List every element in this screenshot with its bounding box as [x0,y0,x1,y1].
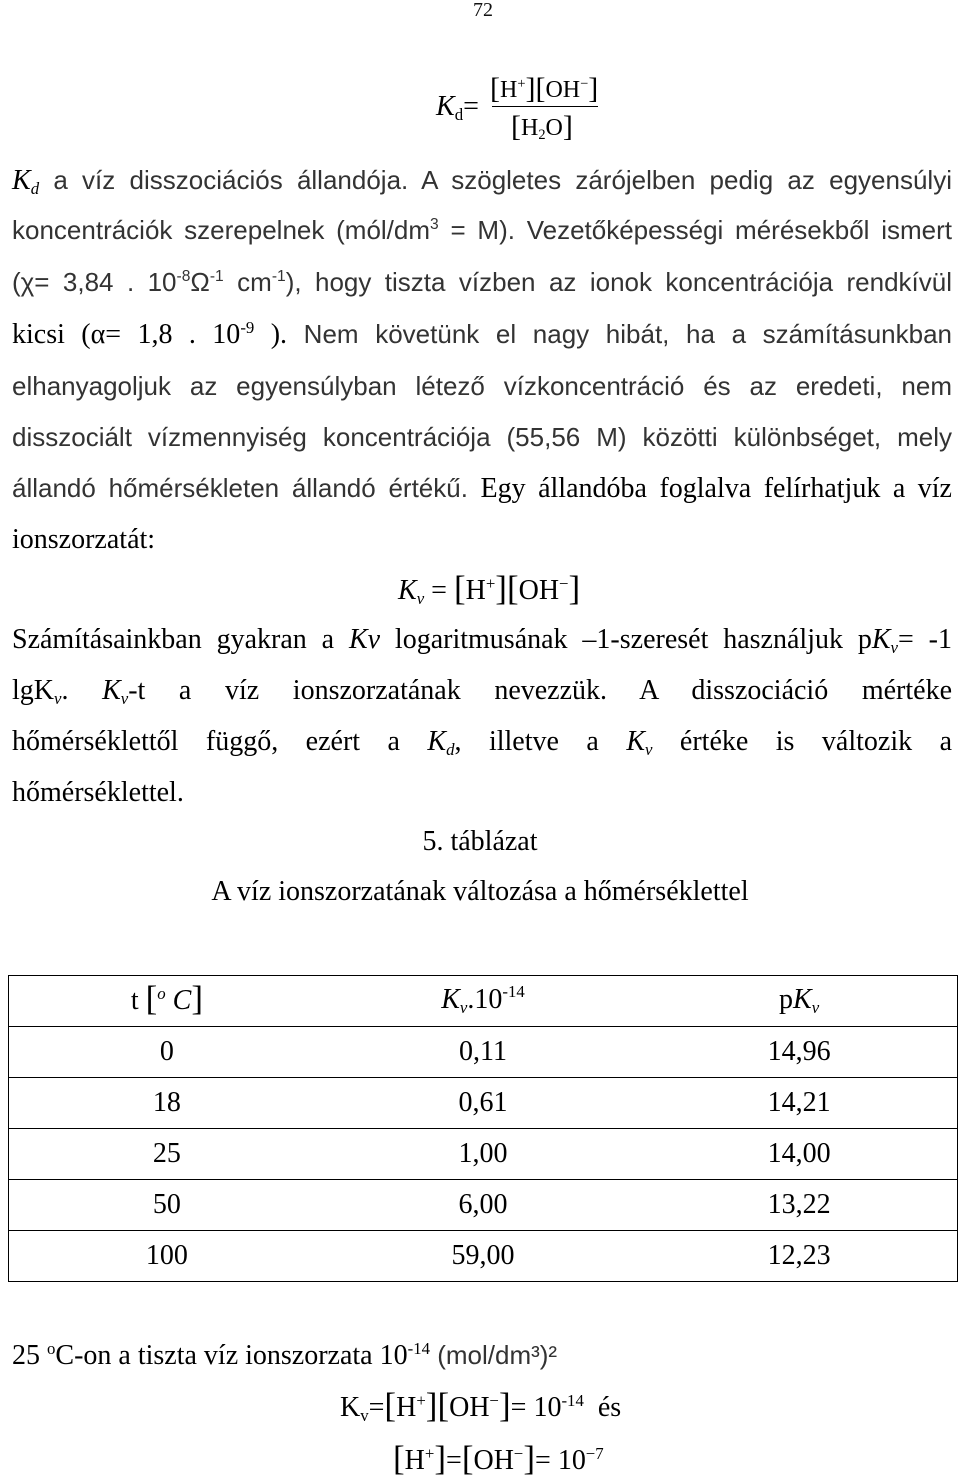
text-segment: (χ= 3,84 . 10 [12,267,177,297]
line-text: elhanyagoljuk az egyensúlyban létező vízkoncentráció és az eredeti, nem [12,371,952,401]
k-symbol: K [33,675,55,706]
kv-symbol: K [398,575,417,606]
cell-pkv: 14,21 [641,1078,957,1129]
k-symbol: K [793,983,812,1015]
degree-mark: o [47,1338,56,1358]
cell-temperature: 100 [9,1231,325,1282]
hydroxide-ion: OH [449,1392,490,1423]
k-symbol: K [626,726,645,757]
cell-kv: 59,00 [325,1231,641,1282]
text-segment: kicsi (α= 1,8 . 10 [12,319,241,350]
text-segment: . [61,675,103,706]
equals-sign: = [424,575,454,606]
paragraph1-line6 [12,419,952,455]
bracket: [ [145,979,158,1019]
cell-temperature: 50 [9,1180,325,1231]
text-segment: C-on a tiszta víz ionszorzata 10 [55,1340,408,1371]
paragraph1-line3 [12,264,952,300]
line-text: ionszorzatát: [12,524,156,555]
text-segment: cm [223,267,272,297]
text-segment: ). [254,319,288,350]
kv-subscript: v [416,589,425,609]
paragraph2-line10 [12,673,952,709]
subscript: v [645,740,653,760]
paragraph1-line1 [12,162,952,198]
table-caption: 5. táblázat [422,826,538,857]
text-segment: koncentrációk szerepelnek (mól/dm [12,215,431,245]
subscript: d [446,740,455,760]
bracket: ] [588,72,599,106]
kd-numerator [490,70,598,111]
text-segment: t [130,985,146,1016]
equals-sign: = [368,1392,385,1423]
line-text: a víz disszociációs állandója. A szögletes zárójelben pedig az egyensúlyi [39,165,952,195]
kd-denominator [511,108,573,149]
ion-product-table [8,975,958,1282]
bracket: [ [511,110,521,144]
table-row [9,1231,958,1282]
text-segment: 25 [12,1340,47,1371]
water-o: O [545,115,563,141]
bracket: ] [434,1439,447,1478]
superscript: 3 [430,216,439,234]
closing-line2 [340,1387,621,1429]
paragraph1-line2 [12,212,952,248]
bracket: ] [562,110,573,144]
text-segment: = 10 [535,1445,586,1476]
page-number: 72 [473,0,493,21]
line-text [12,215,952,245]
cell-pkv: 14,96 [641,1027,957,1078]
cell-temperature: 0 [9,1027,325,1078]
bracket: ][ [495,569,519,609]
kd-subscript: d [30,179,40,199]
superscript: -14 [502,982,525,1002]
cell-kv: 0,61 [325,1078,641,1129]
table-title: A víz ionszorzatának változása a hőmérséklettel [211,876,749,907]
table-header-row [9,976,958,1027]
subscript: v [811,997,820,1017]
header-temperature [9,976,325,1027]
paragraph1-line5 [12,368,952,404]
fraction-bar [492,106,598,107]
line-text: hőmérséklettel. [12,777,184,808]
header-kv [325,976,641,1027]
subscript: v [459,997,468,1017]
water-subscript: 2 [538,127,546,144]
hydrogen-ion: H [500,77,518,103]
unit-celsius: C [165,985,192,1016]
superscript: −7 [585,1443,604,1463]
hydroxide-ion: OH [473,1445,514,1476]
closing-line3 [393,1440,604,1478]
hydrogen-ion: H [465,575,486,606]
bracket: ] [568,569,581,609]
text-segment: p [779,983,793,1015]
superscript: -1 [271,268,286,286]
charge-minus: − [489,1390,500,1410]
unit-text: (mol/dm³)² [429,1340,558,1370]
subscript: v [360,1406,369,1426]
line-text [12,267,952,297]
k-symbol: K [102,675,121,706]
text-segment: hőmérséklettől függő, ezért a [12,726,428,757]
superscript: -14 [407,1338,430,1358]
kd-formula-lhs [436,89,479,128]
hydroxide-ion: OH [545,77,581,103]
cell-pkv: 12,23 [641,1231,957,1282]
table-row [9,1078,958,1129]
cell-temperature: 18 [9,1078,325,1129]
kd-symbol: K [436,91,455,122]
text-segment: állandó hőmérsékleten állandó értékű. [12,473,468,503]
bracket: [ [453,569,466,609]
cell-pkv: 14,00 [641,1129,957,1180]
paragraph1-line4 [12,316,952,352]
kv-symbol: Kv [348,624,381,655]
subscript: v [54,689,62,709]
bracket: ] [425,1386,438,1426]
text-segment: .10 [467,983,503,1015]
text-segment: logaritmusának –1-szeresét használjuk p [380,624,872,655]
ohm-symbol: Ω [190,267,210,297]
cell-kv: 1,00 [325,1129,641,1180]
header-pkv [641,976,957,1027]
text-segment: lg [12,675,34,706]
text-segment: = 10 [510,1392,562,1423]
charge-minus: − [559,573,569,593]
k-symbol: K [427,726,447,757]
charge-plus: + [485,573,496,593]
text-segment: -t a víz ionszorzatának nevezzük. A disszociáció mértéke [128,675,952,706]
table-row [9,1027,958,1078]
line-text: disszociált vízmennyiség koncentrációja (55,56 M) közötti különbséget, mely [12,422,952,452]
closing-line1 [12,1337,557,1377]
conjunction: és [597,1392,622,1423]
bracket: [ [461,1439,474,1478]
bracket: [ [490,72,500,106]
text-segment: = -1 [898,624,952,655]
text-segment: ), hogy tiszta vízben az ionok koncentrációja rendkívül [285,267,952,297]
hydroxide-ion: OH [518,575,560,606]
k-symbol: K [871,624,891,655]
charge-minus: − [580,76,589,93]
k-symbol: K [441,983,460,1015]
text-segment: értéke is változik a [652,726,953,757]
charge-plus: + [424,1443,435,1463]
cell-kv: 0,11 [325,1027,641,1078]
cell-kv: 6,00 [325,1180,641,1231]
superscript: -1 [209,268,224,286]
text-segment: Egy állandóba foglalva felírhatjuk a víz [467,473,952,504]
paragraph1-line7 [12,470,952,506]
text-segment: Számításainkban gyakran a [12,624,349,655]
hydrogen-ion: H [396,1392,417,1423]
paragraph2-line12 [12,775,952,811]
equals-sign: = [446,1445,462,1476]
charge-plus: + [416,1390,426,1410]
hydrogen-ion: H [404,1445,425,1476]
text-segment: = M). Vezetőképességi mérésekből ismert [438,215,952,245]
cell-pkv: 13,22 [641,1180,957,1231]
table-row [9,1129,958,1180]
subscript: v [890,638,898,658]
table-row [9,1180,958,1231]
k-symbol: K [340,1392,361,1423]
text-segment: Nem követünk el nagy hibát, ha a számításunkban [287,319,953,349]
superscript: -14 [561,1390,584,1410]
bracket: ] [499,1386,511,1426]
equals-sign: = [463,91,479,122]
bracket: ][ [525,72,546,106]
bracket: [ [393,1439,405,1478]
bracket: [ [384,1386,397,1426]
bracket: ] [523,1439,536,1478]
subscript: v [120,689,129,709]
bracket: ] [191,979,203,1019]
text-segment: , illetve a [454,726,627,757]
bracket: [ [437,1386,450,1426]
superscript: -9 [240,317,255,337]
degree-mark: o [157,983,166,1003]
superscript: -8 [176,268,191,286]
water-h: H [521,115,539,141]
paragraph2-line11 [12,724,952,760]
kd-subscript: d [454,105,464,125]
paragraph1-line8 [12,522,952,558]
kd-symbol: K [12,165,31,196]
charge-minus: − [513,1443,524,1463]
kv-formula [398,570,580,612]
paragraph2-line9 [12,622,952,658]
cell-temperature: 25 [9,1129,325,1180]
charge-plus: + [517,76,526,93]
